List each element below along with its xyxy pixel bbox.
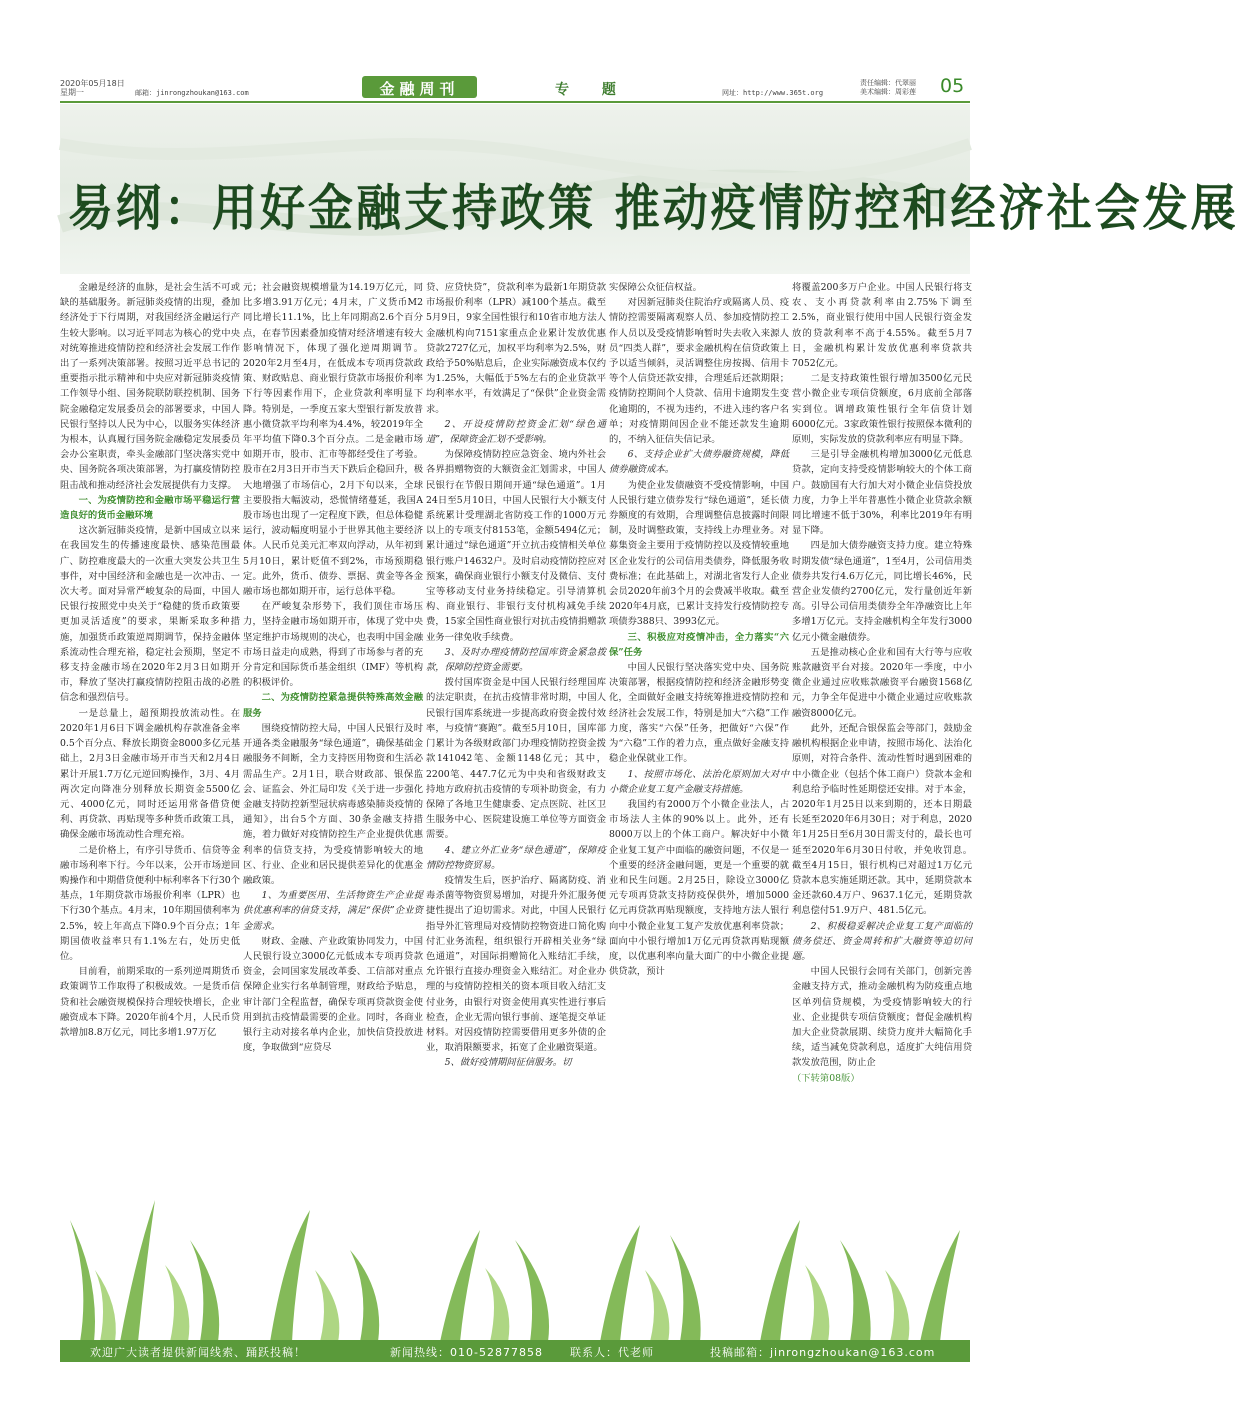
paragraph: 拨付国库资金是中国人民银行经理国库的法定职责，在抗击疫情非常时期，中国人民银行国库系统进一步提高政府资金拨付效率，与疫情“赛跑”。截至5月10日，国库部门累计为各级财政部门办理疫情防控资金拨款141042笔、金额1148亿元；其中，2200笔、447.7亿元为中央和省级财政支持地方政府抗击疫情的专项补助资金，有力保障了各地卫生健康委、定点医院、社区卫生服务中心、医院建设施工单位等方面资金需要。 — [426, 677, 606, 841]
article-column — [792, 280, 972, 1086]
paragraph: 这次新冠肺炎疫情，是新中国成立以来在我国发生的传播速度最快、感染范围最广、防控难度最大的一次重大突发公共卫生事件，对中国经济和金融也是一次冲击、一次大考。面对异常严峻复杂的局面，中国人民银行按照党中央关于“稳健的货币政策要更加灵活适度”的要求，果断采取多种措施，加强货币政策逆周期调节，保持金融体系流动性合理充裕，稳定社会预期，坚定不移支持金融市场在2020年2月3日如期开市，释放了坚决打赢疫情防控阻击战的必胜信念和强烈信号。 — [60, 525, 240, 704]
header-website: 网址：http://www.365t.org — [722, 89, 824, 97]
paragraph: 疫情发生后，医护治疗、隔离防疫、消毒杀菌等物资贸易增加，对提升外汇服务便捷性提出了迫切需求。对此，中国人民银行指导外汇管理局对疫情防控物资进口简化购付汇业务流程，组织银行开辟相关业务“绿色通道”，对国际捐赠简化入账结汇手续，允许银行直接办理资金入账结汇。对企业办理的与疫情防控相关的资本项目收入结汇支付业务，由银行对资金使用真实性进行事后检查，企业无需向银行事前、逐笔提交单证材料。对因疫情防控需要借用更多外债的企业，取消限额要求，拓宽了企业融资渠道。 — [426, 874, 606, 1054]
brand-logo — [362, 76, 477, 98]
section-heading: 三、积极应对疫情冲击，全力落实“六保”任务 — [609, 631, 789, 658]
continued-note: （下转第08版） — [792, 1072, 860, 1084]
paragraph: 中国人民银行会同有关部门，创新完善金融支持方式，推动金融机构为防疫重点地区单列信贷规模，为受疫情影响较大的行业、企业提供专项信贷额度；督促金融机构加大企业贷款展期、续贷力度并大幅简化手续，适当减免贷款利息，适度扩大纯信用贷款发放范围，防止企 — [792, 966, 972, 1069]
brand-text: 金融周刊 — [379, 80, 460, 98]
paragraph: 在严峻复杂形势下，我们顶住市场压力，坚持金融市场如期开市，体现了党中央坚定维护市场规则的决心，也表明中国金融市场日益走向成熟，得到了市场参与者的充分肯定和国际货币基金组织（IMF）等机构的积极评价。 — [243, 601, 423, 689]
paragraph: 五是推动核心企业和国有大行等与应收账款融资平台对接。2020年一季度，中小微企业通过应收账款融资平台融资1568亿元，力争全年促进中小微企业通过应收账款融资8000亿元。 — [792, 646, 972, 719]
issue-date — [60, 79, 125, 97]
paragraph: 将覆盖200多万户企业。中国人民银行将支农、支小再贷款利率由2.75%下调至2.5%，商业银行使用中国人民银行资金发放的贷款利率不高于4.55%。截至5月7日，金融机构累计发放优惠利率贷款共7052亿元。 — [792, 282, 972, 370]
footer-email: 投稿邮箱：jinrongzhoukan@163.com — [710, 1346, 936, 1359]
paragraph: 我国约有2000万个小微企业法人，占市场法人主体的90%以上。此外，还有8000万以上的个体工商户。解决好中小微企业复工复产中面临的融资问题，不仅是一个重要的经济金融问题，更是一个重要的就业和民生问题。2月25日，除设立3000亿元专项再贷款支持防疫保供外，增加5000亿元再贷款再贴现额度，支持地方法人银行向中小微企业复工复产发放优惠利率贷款；面向中小银行增加1万亿元再贷款再贴现额度，以优惠利率向量大面广的中小微企业提供贷款，预计 — [609, 798, 789, 978]
section-heading: 二、为疫情防控紧急提供特殊高效金融服务 — [243, 692, 423, 719]
paragraph: 一是总量上，超预期投放流动性。在2020年1月6日下调金融机构存款准备金率0.5个百分点、释放长期资金8000多亿元基础上，2月3日金融市场开市当天和2月4日累计开展1.7万亿元逆回购操作，3月、4月两次定向降准分别释放长期资金5500亿元、4000亿元，同时还运用常备借贷便利、再贷款、再贴现等多种货币政策工具，确保金融市场流动性合理充裕。 — [60, 707, 240, 841]
header-divider — [60, 101, 970, 103]
header-email: 邮箱：jinrongzhoukan@163.com — [135, 89, 249, 97]
page-number: 05 — [940, 75, 965, 97]
paragraph: 财政、金融、产业政策协同发力，中国人民银行设立3000亿元低成本专项再贷款资金，会同国家发展改革委、工信部对重点保障企业实行名单制管理，财政给予贴息，审计部门全程监督，确保专项再贷款资金使用到抗击疫情最需要的企业。同时，各商业银行主动对接名单内企业，加快信贷投放进度，争取做到“应贷尽 — [243, 935, 423, 1054]
date-text: 2020年05月18日 — [60, 79, 125, 88]
paragraph: 围绕疫情防控大局，中国人民银行及时开通各类金融服务“绿色通道”，确保基础金融服务不间断，全力支持医用物资和生活必需品生产。2月1日，联合财政部、银保监会、证监会、外汇局印发《关于进一步强化金融支持防控新型冠状病毒感染肺炎疫情的通知》，出台5个方面、30条金融支持措施，着力做好对疫情防控生产企业提供优惠利率的信贷支持，为受疫情影响较大的地区、行业、企业和居民提供差异化的优惠金融政策。 — [243, 722, 423, 886]
paragraph: 四是加大债券融资支持力度。建立特殊时期发债“绿色通道”，1至4月，公司信用类债券共发行4.6万亿元，同比增长46%，民营企业发债约2700亿元，发行量创近年新高。引导公司信用类债券全年净融资比上年多增1万亿元。支持金融机构全年发行3000亿元小微金融债券。 — [792, 540, 972, 643]
sub-heading: 4、建立外汇业务“绿色通道”，保障疫情防控物资贸易。 — [426, 844, 606, 871]
weekday-text: 星期一 — [60, 88, 84, 97]
sub-heading: 2、积极稳妥解决企业复工复产面临的债务偿还、资金周转和扩大融资等迫切问题。 — [792, 920, 972, 962]
paragraph: 对因新冠肺炎住院治疗或隔离人员、疫情防控需要隔离观察人员、参加疫情防控工作人员以及受疫情影响暂时失去收入来源人员“四类人群”，要求金融机构在信贷政策上予以适当倾斜，灵活调整住房按揭、信用卡等个人信贷还款安排，合理延后还款期限；疫情防控期间个人贷款、信用卡逾期发生变化逾期的，不视为违约，不进入违约客户名单；对疫情期间因企业不能还款发生逾期的，不纳入征信失信记录。 — [609, 297, 789, 446]
grass-decoration — [60, 1130, 970, 1342]
sub-heading: 3、及时办理疫情防控国库资金紧急拨款，保障防控资金需要。 — [426, 646, 606, 674]
sub-heading: 2、开设疫情防控资金汇划“绿色通道”，保障资金汇划不受影响。 — [426, 418, 606, 446]
paragraph: 二是支持政策性银行增加3500亿元民营小微企业专项信贷额度，6月底前全部落实到位。调增政策性银行全年信贷计划6000亿元。3家政策性银行按照保本微利的原则，实际发放的贷款利率应有明显下降。 — [792, 373, 972, 446]
art-editor-text: 美术编辑：周彩莲 — [860, 88, 916, 96]
paragraph: 元；社会融资规模增量为14.19万亿元，同比多增3.91万亿元；4月末，广义货币M2同比增长11.1%，比上年同期高2.6个百分点，在春节因素叠加疫情对经济增速有较大影响情况下，体现了强化逆周期调节。2020年2月至4月，在低成本专项再贷款政策、财政贴息、商业银行贷款市场报价利率下行等因素作用下，企业贷款利率明显下降。特别是，一季度五家大型银行新发放普惠小微贷款平均利率为4.4%，较2019年全年平均值下降0.3个百分点。二是金融市场如期开市，股市、汇市等都经受住了考验。股市在2月3日开市当天下跌后企稳回升，极大地增强了市场信心，2月下旬以来，全球主要股指大幅波动，恐慌情绪蔓延，我国A股市场也出现了一定程度下跌，但总体稳健运行，波动幅度明显小于世界其他主要经济体。人民币兑美元汇率双向浮动，从年初到5月10日，累计贬值不到2%，市场预期稳定。此外，货币、债券、票据、黄金等各金融市场也都如期开市，运行总体平稳。 — [243, 282, 423, 598]
paragraph: 二是价格上，有序引导货币、信贷等金融市场利率下行。今年以来，公开市场逆回购操作和中期借贷便利中标利率各下行30个基点，1年期贷款市场报价利率（LPR）也下行30个基点。4月末，10年期国债利率为2.5%，较上年高点下降0.9个百分点；1年期国债收益率只有1.1%左右，处历史低位。 — [60, 844, 240, 962]
footer-contact: 联系人：代老师 — [570, 1346, 654, 1359]
footer-hotline: 新闻热线：010-52877858 — [390, 1346, 543, 1359]
paragraph: 此外，还配合银保监会等部门，鼓励金融机构根据企业申请，按照市场化、法治化原则，对符合条件、流动性暂时遇到困难的中小微企业（包括个体工商户）贷款本金和利息给予临时性延期偿还安排。对于本金，2020年1月25日以来到期的，还本日期最长延至2020年6月30日；对于利息，2020年1月25日至6月30日需支付的，最长也可延至2020年6月30日付收，并免收罚息。截至4月15日，银行机构已对超过1万亿元贷款本息实施延期还款。其中，延期贷款本金还款60.4万户、9637.1亿元，延期贷款利息偿付51.9万户、481.5亿元。 — [792, 722, 972, 917]
footer-invite: 欢迎广大读者提供新闻线索、踊跃投稿！ — [90, 1346, 306, 1359]
page-title: 易纲：用好金融支持政策 推动疫情防控和经济社会发展 — [68, 179, 1239, 238]
paragraph: 贷、应贷快贷”，贷款利率为最新1年期贷款市场报价利率（LPR）减100个基点。截至5月9日，9家全国性银行和10省市地方法人金融机构向7151家重点企业累计发放优惠贷款2727亿元，加权平均利率为2.5%，财政给予50%贴息后，企业实际融资成本仅约为1.25%，大幅低于5%左右的企业贷款平均利率水平，有效满足了“保供”企业资金需求。 — [426, 282, 606, 415]
sub-heading: 1、为重要医用、生活物资生产企业提供优惠利率的信贷支持，满足“保供”企业资金需求。 — [243, 890, 423, 932]
paragraph: 三是引导金融机构增加3000亿元低息贷款，定向支持受疫情影响较大的个体工商户。鼓励国有大行加大对小微企业信贷投放力度，力争上半年普惠性小微企业贷款余额同比增速不低于30%，利率比2019年有明显下降。 — [792, 449, 972, 537]
sub-heading: 5、做好疫情期间征信服务。切 — [444, 1057, 572, 1069]
paragraph: 为使企业发债融资不受疫情影响，中国人民银行建立债券发行“绿色通道”，延长债券额度的有效期，合理调整信息披露时间限制，及时调整政策，支持线上办理业务。对募集资金主要用于疫情防控以及疫情较重地区企业发行的公司信用类债券，降低服务收费标准；在此基础上，对湖北省发行人企业会员2020年前3个月的会费减半收取。截至2020年4月底，已累计支持发行疫情防控专项债券388只、3993亿元。 — [609, 479, 789, 628]
editors-block — [860, 79, 916, 97]
article-column — [60, 280, 240, 1040]
sub-heading: 6、支持企业扩大债券融资规模，降低债券融资成本。 — [609, 449, 789, 476]
sub-heading: 1、按照市场化、法治化原则加大对中小微企业复工复产金融支持措施。 — [609, 768, 789, 795]
paragraph: 为保障疫情防控应急资金、境内外社会各界捐赠物资的大额资金汇划需求，中国人民银行在节假日期间开通“绿色通道”。1月24日至5月10日，中国人民银行大小额支付系统累计受理湖北省防疫工作的1000万元以上的专项支付8153笔，金额5494亿元；累计通过“绿色通道”开立抗击疫情相关单位银行账户14632户。及时启动疫情防控应对预案，确保商业银行小额支付及微信、支付宝等移动支付业务持续稳定。引导清算机构、商业银行、非银行支付机构减免手续费，15家全国性商业银行对抗击疫情捐赠款业务一律免收手续费。 — [426, 449, 606, 643]
paragraph: 目前看，前期采取的一系列逆周期货币政策调节工作取得了积极成效。一是货币信贷和社会融资规模保持合理较快增长，企业融资成本下降。2020年前4个月，人民币贷款增加8.8万亿元，同比多增1.97万亿 — [60, 966, 240, 1038]
article-column — [609, 280, 789, 979]
paragraph: 金融是经济的血脉，是社会生活不可或缺的基础服务。新冠肺炎疫情的出现，叠加经济处于下行周期，对我国经济金融运行产生较大影响。以习近平同志为核心的党中央对统筹推进疫情防控和经济社会发展工作作出了一系列决策部署。按照习近平总书记的重要指示批示精神和中央应对新冠肺炎疫情工作领导小组、国务院联防联控机制、国务院金融稳定发展委员会的部署要求，中国人民银行坚持以人民为中心，以服务实体经济为根本，认真履行国务院金融稳定发展委员会办公室职责，牵头金融部门坚决落实党中央、国务院各项决策部署，为打赢疫情防控阻击战和推动经济社会发展提供有力支撑。 — [60, 282, 240, 491]
section-heading: 一、为疫情防控和金融市场平稳运行营造良好的货币金融环境 — [60, 494, 240, 522]
article-column — [243, 280, 423, 1055]
paragraph: 实保障公众征信权益。 — [609, 282, 702, 293]
section-name: 专 题 — [555, 82, 630, 98]
paragraph: 中国人民银行坚决落实党中央、国务院决策部署，根据疫情防控和经济金融形势变化，全面做好金融支持统筹推进疫情防控和经济社会发展工作，特别是加大“六稳”工作力度，落实“六保”任务，把做好“六保”作为“六稳”工作的着力点，重点做好金融支持稳企业保就业工作。 — [609, 662, 789, 765]
editor-text: 责任编辑：代翠丽 — [860, 79, 916, 87]
article-column — [426, 280, 606, 1071]
footer-bar — [60, 1340, 970, 1362]
